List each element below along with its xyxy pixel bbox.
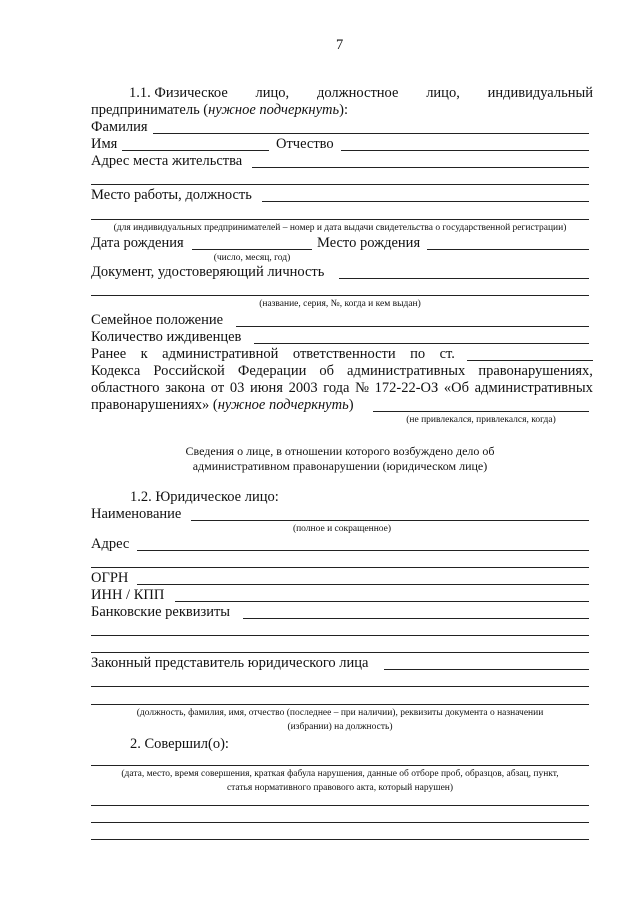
representative-note-line1: (должность, фамилия, имя, отчество (последнее – при наличии), реквизиты документа о назначении bbox=[136, 708, 544, 718]
heading-word: 1.1. Физическое bbox=[129, 85, 228, 101]
heading-word: индивидуальный bbox=[487, 85, 593, 101]
prior-liability-field[interactable] bbox=[373, 411, 589, 412]
name-label: Имя bbox=[91, 136, 118, 152]
violation-field-line3[interactable] bbox=[91, 822, 589, 823]
work-field-line2[interactable] bbox=[91, 219, 589, 220]
ogrn-label: ОГРН bbox=[91, 570, 129, 586]
inn-kpp-field[interactable] bbox=[175, 601, 589, 602]
marital-status-field[interactable] bbox=[236, 326, 589, 327]
entity-name-label: Наименование bbox=[91, 506, 182, 522]
name-field[interactable] bbox=[122, 150, 269, 151]
surname-label: Фамилия bbox=[91, 119, 148, 135]
birth-date-label: Дата рождения bbox=[91, 235, 184, 251]
id-document-field[interactable] bbox=[339, 278, 589, 279]
bank-details-field[interactable] bbox=[243, 618, 589, 619]
italic-hint: нужное подчеркнуть bbox=[208, 102, 340, 118]
prior-liability-line1: Ранее к административной ответственности по ст. bbox=[91, 346, 455, 362]
page-number: 7 bbox=[336, 37, 344, 53]
bank-details-label: Банковские реквизиты bbox=[91, 604, 231, 620]
address-field-line2[interactable] bbox=[91, 184, 589, 185]
id-document-label: Документ, удостоверяющий личность bbox=[91, 264, 325, 280]
section-1-1-heading-line1 bbox=[129, 85, 593, 102]
representative-field-line3[interactable] bbox=[91, 704, 589, 705]
representative-label: Законный представитель юридического лица bbox=[91, 655, 369, 671]
entity-address-field-line2[interactable] bbox=[91, 567, 589, 568]
entity-name-note: (полное и сокращенное) bbox=[292, 524, 392, 534]
violation-field-line4[interactable] bbox=[91, 839, 589, 840]
italic-hint: нужное подчеркнуть bbox=[217, 397, 349, 413]
section-1-1-heading-line2: предприниматель (нужное подчеркнуть): bbox=[91, 102, 348, 118]
work-label: Место работы, должность bbox=[91, 187, 252, 203]
prior-liability-note: (не привлекался, привлекался, когда) bbox=[406, 415, 556, 425]
birth-date-field[interactable] bbox=[192, 249, 312, 250]
entity-address-field[interactable] bbox=[137, 550, 589, 551]
section-1-2-heading: 1.2. Юридическое лицо: bbox=[130, 489, 279, 505]
prior-article-field[interactable] bbox=[467, 360, 593, 361]
entity-name-field[interactable] bbox=[191, 520, 589, 521]
representative-field-line2[interactable] bbox=[91, 686, 589, 687]
address-label: Адрес места жительства bbox=[91, 153, 243, 169]
dependents-field[interactable] bbox=[254, 343, 589, 344]
entrepreneur-note: (для индивидуальных предпринимателей – номер и дата выдачи свидетельства о государственной регистрации) bbox=[113, 223, 567, 233]
inn-kpp-label: ИНН / КПП bbox=[91, 587, 165, 603]
bank-details-field-line3[interactable] bbox=[91, 652, 589, 653]
violation-field-line2[interactable] bbox=[91, 805, 589, 806]
representative-note-line2: (избрании) на должность) bbox=[287, 722, 393, 732]
section-2-heading: 2. Совершил(о): bbox=[130, 736, 229, 752]
prior-liability-line3: областного закона от 03 июня 2003 года № 172-22-ОЗ «Об административных bbox=[91, 380, 593, 396]
patronymic-field[interactable] bbox=[341, 150, 589, 151]
ogrn-field[interactable] bbox=[137, 584, 589, 585]
dependents-label: Количество иждивенцев bbox=[91, 329, 242, 345]
violation-field[interactable] bbox=[91, 765, 589, 766]
heading-word: лицо, bbox=[426, 85, 460, 101]
patronymic-label: Отчество bbox=[276, 136, 334, 152]
violation-note-line1: (дата, место, время совершения, краткая фабула нарушения, данные об отборе проб, образцов, абзац, пункт, bbox=[121, 769, 559, 779]
marital-status-label: Семейное положение bbox=[91, 312, 224, 328]
birth-date-note: (число, месяц, год) bbox=[213, 253, 291, 263]
bank-details-field-line2[interactable] bbox=[91, 635, 589, 636]
representative-field[interactable] bbox=[384, 669, 589, 670]
id-document-field-line2[interactable] bbox=[91, 295, 589, 296]
address-field[interactable] bbox=[252, 167, 589, 168]
surname-field[interactable] bbox=[153, 133, 589, 134]
prior-liability-line2: Кодекса Российской Федерации об административных правонарушениях, bbox=[91, 363, 593, 379]
heading-word: лицо, bbox=[255, 85, 290, 101]
birth-place-label: Место рождения bbox=[317, 235, 421, 251]
prior-liability-line4: правонарушениях» (нужное подчеркнуть) bbox=[91, 397, 354, 413]
work-field[interactable] bbox=[262, 201, 589, 202]
legal-entity-caption-line2: административном правонарушении (юридическом лице) bbox=[192, 459, 488, 473]
birth-place-field[interactable] bbox=[427, 249, 589, 250]
id-document-note: (название, серия, №, когда и кем выдан) bbox=[259, 299, 421, 309]
entity-address-label: Адрес bbox=[91, 536, 130, 552]
heading-word: должностное bbox=[316, 85, 399, 101]
legal-entity-caption-line1: Сведения о лице, в отношении которого возбуждено дело об bbox=[185, 444, 495, 458]
violation-note-line2: статья нормативного правового акта, который нарушен) bbox=[226, 783, 454, 793]
